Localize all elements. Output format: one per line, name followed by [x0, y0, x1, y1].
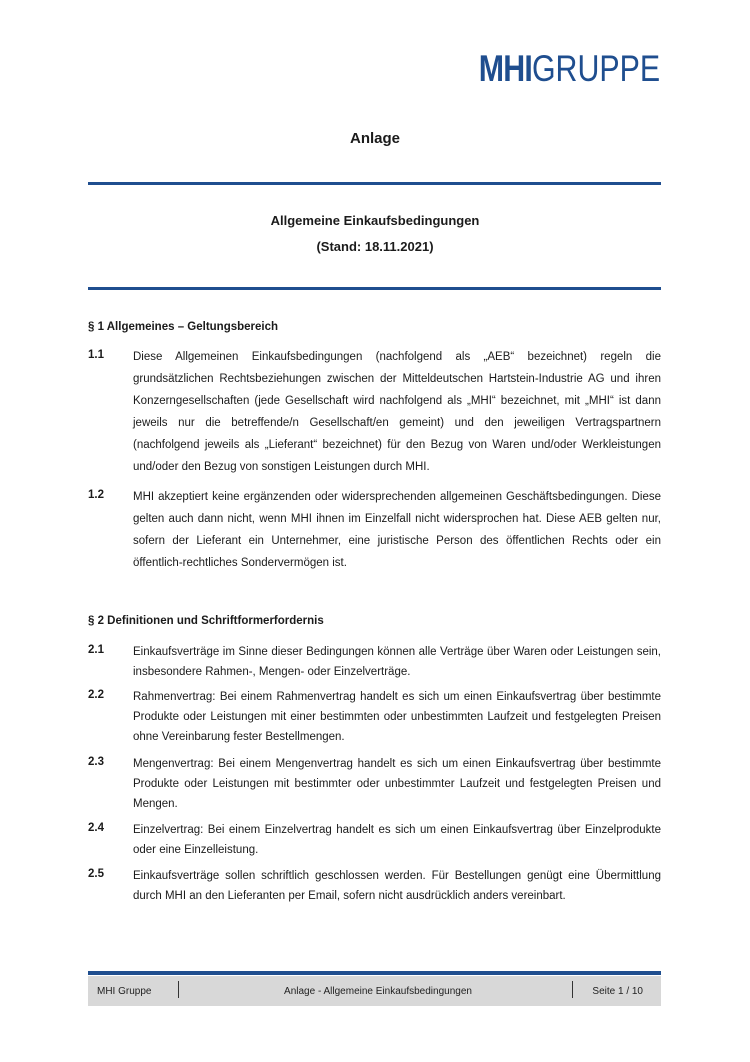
clause-2-4	[88, 820, 661, 860]
logo-text-bold: MHI	[478, 48, 532, 89]
clause-2-2	[88, 687, 661, 747]
document-date: (Stand: 18.11.2021)	[316, 239, 434, 254]
clause-2-5	[88, 866, 661, 906]
document-title: Allgemeine Einkaufsbedingungen	[270, 213, 480, 228]
clause-1-1	[88, 346, 661, 478]
header-divider-bottom	[88, 287, 661, 290]
clause-number: 1.2	[88, 489, 104, 501]
clause-1-2	[88, 486, 661, 574]
footer-separator	[178, 981, 179, 998]
clause-text: Einkaufsverträge sollen schriftlich geschlossen werden. Für Bestellungen genügt eine Übermittlung durch MHI an den Lieferanten per Email, sofern nicht ausdrücklich anders vereinbart.	[133, 870, 661, 902]
clause-text: Mengenvertrag: Bei einem Mengenvertrag handelt es sich um einen Einkaufsvertrag über bestimmte Produkte oder Leistungen mit bestimmter oder unbestimmter Laufzeit und festgelegten Preisen und Mengen.	[133, 758, 661, 810]
clause-2-3	[88, 754, 661, 814]
page-label: Anlage	[349, 130, 400, 147]
clause-number: 2.2	[88, 689, 104, 701]
clause-number: 2.5	[88, 868, 104, 880]
clause-number: 2.3	[88, 756, 104, 768]
clause-number: 2.4	[88, 822, 104, 834]
footer-separator	[572, 981, 573, 998]
header-divider-top	[88, 182, 661, 185]
footer-document-name: Anlage - Allgemeine Einkaufsbedingungen	[284, 986, 472, 997]
footer-divider	[88, 971, 661, 975]
logo-text-light: GRUPPE	[531, 48, 660, 89]
footer-company: MHI Gruppe	[97, 986, 152, 997]
clause-text: MHI akzeptiert keine ergänzenden oder widersprechenden allgemeinen Geschäftsbedingungen. Diese gelten auch dann nicht, wenn MHI ihnen im Einzelfall nicht widersprochen hat. Diese AEB gelten nur, sofern der Lieferant ein Unternehmer, eine juristische Person des öffentlichen Rechts oder ein öffentlich-rechtliches Sondervermögen ist.	[133, 491, 661, 569]
footer-page-number: Seite 1 / 10	[592, 986, 643, 997]
company-logo	[479, 50, 660, 87]
clause-number: 1.1	[88, 349, 104, 361]
section-heading-1: § 1 Allgemeines – Geltungsbereich	[88, 321, 279, 333]
clause-text: Rahmenvertrag: Bei einem Rahmenvertrag handelt es sich um einen Einkaufsvertrag über bestimmte Produkte oder Leistungen mit einer bestimmten oder unbestimmten Laufzeit und festgelegten Preisen ohne Vereinbarung fester Bestellmengen.	[133, 691, 661, 743]
clause-text: Diese Allgemeinen Einkaufsbedingungen (nachfolgend als „AEB“ bezeichnet) regeln die grundsätzlichen Rechtsbeziehungen zwischen der Mitteldeutschen Hartstein-Industrie AG und ihren Konzerngesellschaften (jede Gesellschaft wird nachfolgend als „MHI“ bezeichnet, mit „MHI“ ist dann jeweils nur die betreffende/n Gesellschaft/en gemeint) und den jeweiligen Vertragspartnern (nachfolgend jeweils als „Lieferant“ bezeichnet) für den Bezug von Waren und/oder Werkleistungen und/oder den Bezug von sonstigen Leistungen durch MHI.	[133, 351, 661, 473]
clause-number: 2.1	[88, 644, 104, 656]
section-heading-2: § 2 Definitionen und Schriftformerfordernis	[88, 615, 324, 627]
page-footer	[88, 976, 661, 1006]
clause-2-1	[88, 642, 661, 682]
clause-text: Einkaufsverträge im Sinne dieser Bedingungen können alle Verträge über Waren oder Leistungen sein, insbesondere Rahmen-, Mengen- oder Einzelverträge.	[133, 646, 661, 678]
clause-text: Einzelvertrag: Bei einem Einzelvertrag handelt es sich um einen Einkaufsvertrag über Einzelprodukte oder eine Einzelleistung.	[133, 824, 661, 856]
